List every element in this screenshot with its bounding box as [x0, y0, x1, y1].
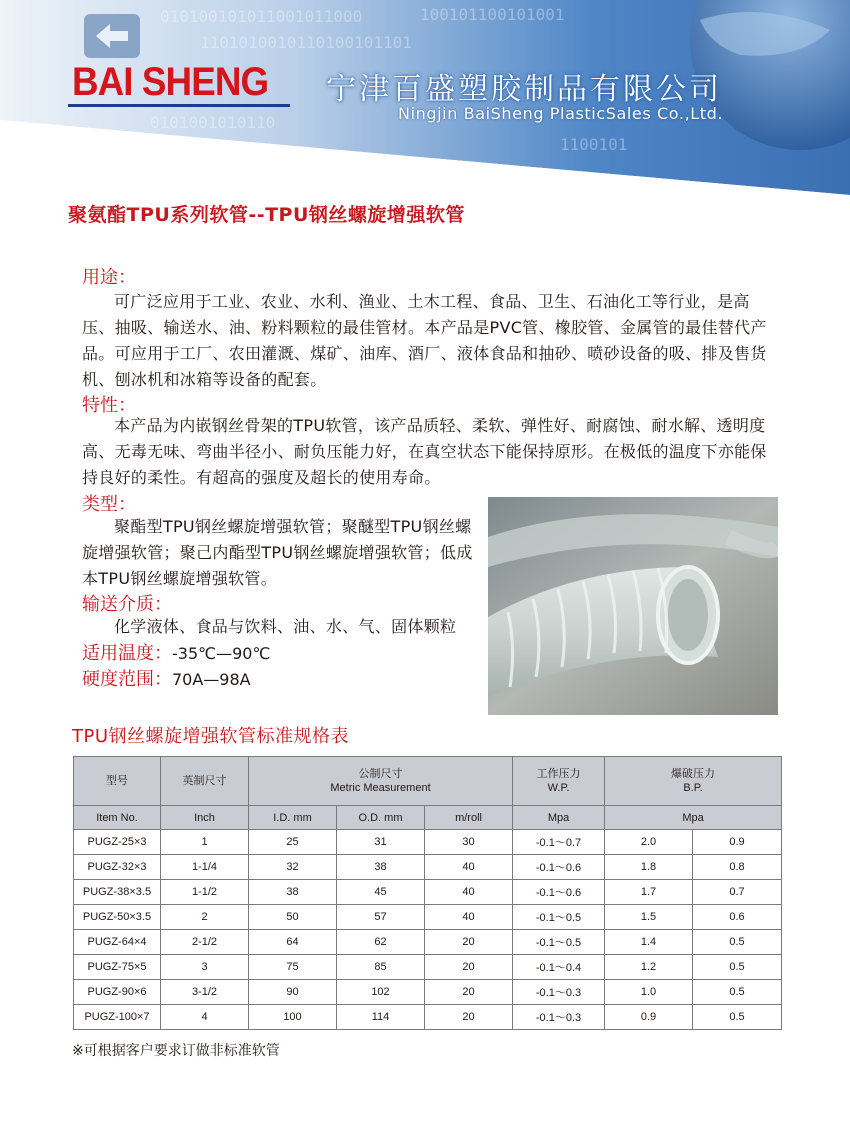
cell-bp1: 1.8 — [605, 855, 693, 880]
temperature-value: -35℃—90℃ — [172, 644, 271, 663]
company-logo: BAI SHENG — [72, 60, 269, 104]
header-od: O.D. mm — [337, 806, 425, 830]
cell-inch: 3 — [161, 955, 249, 980]
hardness-row — [82, 665, 251, 691]
cell-bp2: 0.6 — [693, 905, 782, 930]
table-row — [74, 930, 782, 955]
temperature-label: 适用温度： — [82, 643, 172, 664]
table-header-row-cn — [74, 757, 782, 806]
company-name-cn: 宁津百盛塑胶制品有限公司 — [326, 72, 722, 107]
cell-bp2: 0.9 — [693, 830, 782, 855]
table-row — [74, 855, 782, 880]
cell-inch: 2-1/2 — [161, 930, 249, 955]
table-row — [74, 980, 782, 1005]
hardness-label: 硬度范围： — [82, 669, 172, 690]
svg-text:0101001010110: 0101001010110 — [150, 113, 276, 132]
cell-bp1: 2.0 — [605, 830, 693, 855]
arrow-icon — [84, 14, 140, 58]
cell-wp: -0.1～0.5 — [513, 930, 605, 955]
cell-wp: -0.1～0.4 — [513, 955, 605, 980]
cell-item: PUGZ-90×6 — [74, 980, 161, 1005]
svg-text:1101010010110100101101: 1101010010110100101101 — [200, 33, 412, 52]
header-inch-cn: 英制尺寸 — [161, 757, 249, 806]
features-text: 本产品为内嵌钢丝骨架的TPU软管，该产品质轻、柔软、弹性好、耐腐蚀、耐水解、透明度高、无毒无味、弯曲半径小、耐负压能力好，在真空状态下能保持原形。在极低的温度下亦能保持良好的柔性。有超高的强度及超长的使用寿命。 — [82, 416, 767, 487]
cell-bp2: 0.5 — [693, 1005, 782, 1030]
company-name-en: Ningjin BaiSheng PlasticSales Co.,Ltd. — [398, 104, 724, 123]
table-title: TPU钢丝螺旋增强软管标准规格表 — [72, 726, 350, 747]
cell-id: 38 — [249, 880, 337, 905]
header-wp-en: W.P. — [547, 782, 570, 794]
header-bp-en: B.P. — [683, 782, 703, 794]
cell-id: 90 — [249, 980, 337, 1005]
cell-item: PUGZ-25×3 — [74, 830, 161, 855]
cell-roll: 20 — [425, 1005, 513, 1030]
types-label: 类型： — [82, 494, 136, 515]
media-text: 化学液体、食品与饮料、油、水、气、固体颗粒 — [114, 617, 457, 636]
header-wp — [513, 757, 605, 806]
cell-bp1: 1.0 — [605, 980, 693, 1005]
cell-roll: 40 — [425, 855, 513, 880]
header-metric-en: Metric Measurement — [330, 782, 431, 794]
cell-roll: 40 — [425, 905, 513, 930]
cell-wp: -0.1～0.7 — [513, 830, 605, 855]
cell-inch: 2 — [161, 905, 249, 930]
cell-id: 64 — [249, 930, 337, 955]
cell-od: 57 — [337, 905, 425, 930]
table-row — [74, 905, 782, 930]
table-row — [74, 830, 782, 855]
table-row — [74, 880, 782, 905]
cell-od: 102 — [337, 980, 425, 1005]
cell-item: PUGZ-32×3 — [74, 855, 161, 880]
cell-item: PUGZ-100×7 — [74, 1005, 161, 1030]
svg-text:100101100101001: 100101100101001 — [420, 5, 565, 24]
cell-bp1: 0.9 — [605, 1005, 693, 1030]
header-bp-unit: Mpa — [605, 806, 782, 830]
cell-roll: 30 — [425, 830, 513, 855]
cell-wp: -0.1～0.5 — [513, 905, 605, 930]
cell-inch: 1-1/2 — [161, 880, 249, 905]
logo-underline — [68, 104, 290, 107]
cell-roll: 20 — [425, 980, 513, 1005]
cell-bp2: 0.8 — [693, 855, 782, 880]
header-roll: m/roll — [425, 806, 513, 830]
cell-id: 25 — [249, 830, 337, 855]
cell-od: 31 — [337, 830, 425, 855]
footnote: ※可根据客户要求订做非标准软管 — [72, 1043, 280, 1059]
cell-inch: 1 — [161, 830, 249, 855]
header-inch: Inch — [161, 806, 249, 830]
spec-table — [73, 756, 782, 1030]
cell-roll: 20 — [425, 955, 513, 980]
cell-wp: -0.1～0.6 — [513, 855, 605, 880]
header-wp-unit: Mpa — [513, 806, 605, 830]
header-metric-cn: 公制尺寸 — [358, 768, 403, 780]
cell-item: PUGZ-64×4 — [74, 930, 161, 955]
cell-bp2: 0.5 — [693, 930, 782, 955]
cell-wp: -0.1～0.6 — [513, 880, 605, 905]
cell-roll: 20 — [425, 930, 513, 955]
cell-inch: 1-1/4 — [161, 855, 249, 880]
cell-od: 114 — [337, 1005, 425, 1030]
svg-text:010100101011001011000: 010100101011001011000 — [160, 7, 363, 26]
header-banner — [0, 0, 850, 200]
types-text: 聚酯型TPU钢丝螺旋增强软管；聚醚型TPU钢丝螺旋增强软管；聚己内酯型TPU钢丝螺旋增强软管；低成本TPU钢丝螺旋增强软管。 — [82, 517, 473, 588]
header-metric — [249, 757, 513, 806]
header-id: I.D. mm — [249, 806, 337, 830]
table-row — [74, 955, 782, 980]
cell-item: PUGZ-38×3.5 — [74, 880, 161, 905]
cell-bp2: 0.5 — [693, 980, 782, 1005]
cell-bp2: 0.7 — [693, 880, 782, 905]
cell-bp2: 0.5 — [693, 955, 782, 980]
cell-bp1: 1.7 — [605, 880, 693, 905]
svg-text:1100101: 1100101 — [560, 135, 628, 154]
cell-inch: 3-1/2 — [161, 980, 249, 1005]
cell-item: PUGZ-75×5 — [74, 955, 161, 980]
header-bp-cn: 爆破压力 — [671, 768, 716, 780]
cell-od: 85 — [337, 955, 425, 980]
header-model: 型号 — [74, 757, 161, 806]
cell-id: 50 — [249, 905, 337, 930]
header-item: Item No. — [74, 806, 161, 830]
table-header-row-en — [74, 806, 782, 830]
cell-item: PUGZ-50×3.5 — [74, 905, 161, 930]
page-title: 聚氨酯TPU系列软管--TPU钢丝螺旋增强软管 — [68, 204, 465, 226]
table-body — [74, 830, 782, 1030]
temperature-row — [82, 639, 270, 665]
cell-bp1: 1.5 — [605, 905, 693, 930]
cell-id: 32 — [249, 855, 337, 880]
cell-roll: 40 — [425, 880, 513, 905]
header-bp — [605, 757, 782, 806]
features-label: 特性： — [82, 395, 136, 416]
header-wp-cn: 工作压力 — [536, 768, 581, 780]
cell-od: 45 — [337, 880, 425, 905]
cell-wp: -0.1～0.3 — [513, 980, 605, 1005]
usage-text: 可广泛应用于工业、农业、水利、渔业、土木工程、食品、卫生、石油化工等行业，是高压、抽吸、输送水、油、粉料颗粒的最佳管材。本产品是PVC管、橡胶管、金属管的最佳替代产品。可应用于工厂、农田灌溉、煤矿、油库、酒厂、液体食品和抽砂、喷砂设备的吸、排及售货机、刨冰机和冰箱等设备的配套。 — [82, 292, 767, 389]
cell-od: 38 — [337, 855, 425, 880]
cell-bp1: 1.2 — [605, 955, 693, 980]
usage-label: 用途： — [82, 267, 136, 288]
cell-bp1: 1.4 — [605, 930, 693, 955]
hardness-value: 70A—98A — [172, 670, 251, 689]
table-row — [74, 1005, 782, 1030]
cell-wp: -0.1～0.3 — [513, 1005, 605, 1030]
media-label: 输送介质： — [82, 594, 172, 615]
cell-id: 75 — [249, 955, 337, 980]
cell-inch: 4 — [161, 1005, 249, 1030]
hose-photo — [488, 497, 778, 715]
cell-id: 100 — [249, 1005, 337, 1030]
cell-od: 62 — [337, 930, 425, 955]
